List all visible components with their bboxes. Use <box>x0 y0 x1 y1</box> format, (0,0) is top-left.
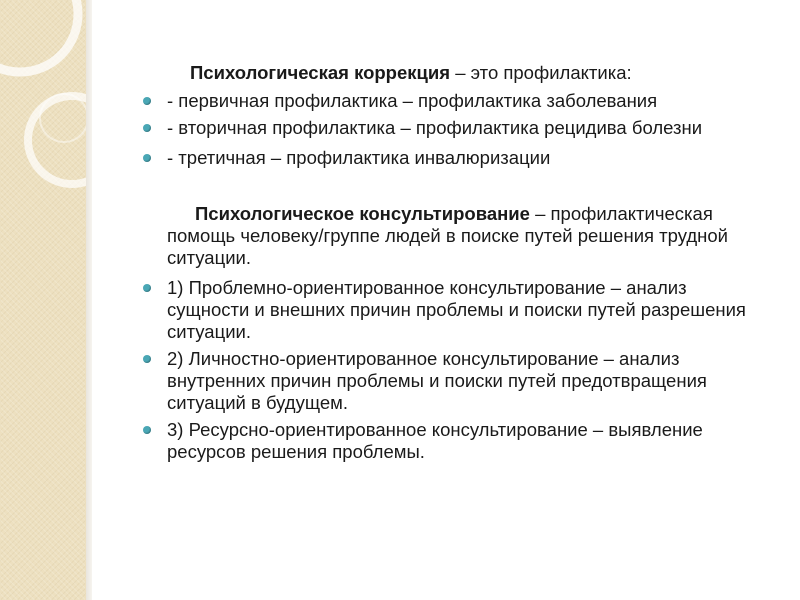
list-item-text: 2) Личностно-ориентированное консультирование – анализ внутренних причин проблемы и поиски путей предотвращения ситуаций в будущем. <box>167 348 707 413</box>
list-item-text: - третичная – профилактика инвалюризации <box>167 147 551 168</box>
list-item-text: - вторичная профилактика – профилактика рецидива болезни <box>167 117 703 138</box>
bullet-icon <box>143 154 151 162</box>
list-item-text: 3) Ресурсно-ориентированное консультирование – выявление ресурсов решения проблемы. <box>167 419 703 462</box>
term-counseling <box>167 203 530 224</box>
list-item <box>140 419 770 463</box>
list-item <box>140 117 770 139</box>
bullet-icon <box>143 426 151 434</box>
definition-correction: – это профилактика: <box>450 62 632 83</box>
term-counseling-text: Психологическое консультирование <box>195 203 530 224</box>
term-correction: Психологическая коррекция <box>190 62 451 83</box>
decorative-circles <box>0 0 86 600</box>
heading-counseling <box>140 203 770 269</box>
bullet-icon <box>143 97 151 105</box>
bullet-icon <box>143 284 151 292</box>
list-item <box>140 147 770 169</box>
slide-content <box>140 62 770 463</box>
list-item <box>140 348 770 414</box>
definition-counseling: – профилактическая помощь человеку/группе людей в поиске путей решения трудной ситуации. <box>167 203 729 268</box>
heading-correction <box>140 62 770 84</box>
list-item-text: - первичная профилактика – профилактика заболевания <box>167 90 658 111</box>
list-item-text: 1) Проблемно-ориентированное консультирование – анализ сущности и внешних причин проблемы и поиски путей разрешения ситуации. <box>167 277 746 342</box>
bullet-icon <box>143 355 151 363</box>
bullet-icon <box>143 124 151 132</box>
list-item <box>140 90 770 112</box>
sidebar-divider <box>86 0 92 600</box>
list-item <box>140 277 770 343</box>
decorative-sidebar <box>0 0 86 600</box>
